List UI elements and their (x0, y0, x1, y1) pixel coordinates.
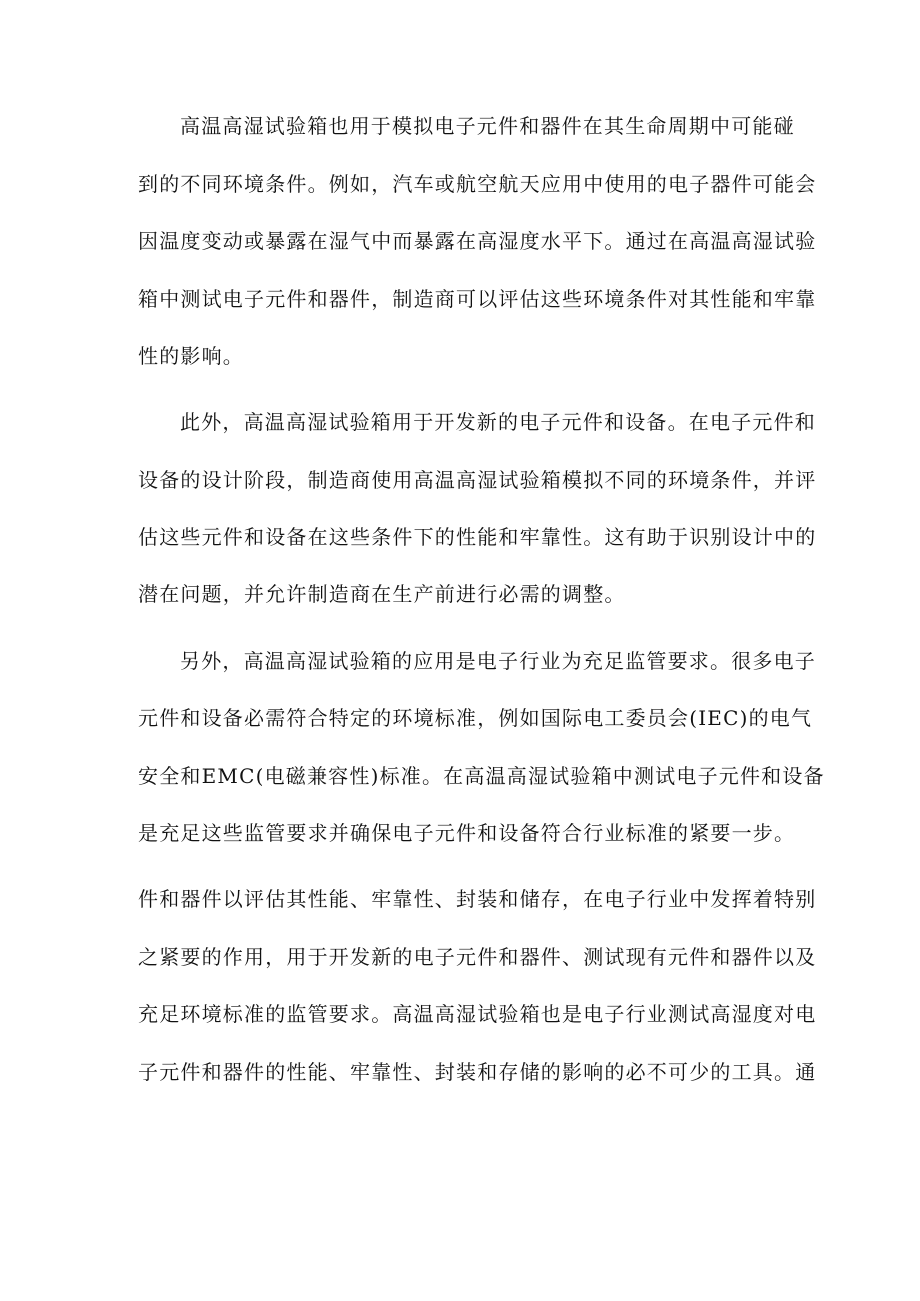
paragraph-3-line-4: 是充足这些监管要求并确保电子元件和设备符合行业标准的紧要一步。 (138, 821, 796, 845)
paragraph-4-line-1: 件和器件以评估其性能、牢靠性、封装和储存，在电子行业中发挥着特别 (138, 887, 817, 911)
paragraph-3-line-2: 元件和设备必需符合特定的环境标准，例如国际电工委员会(IEC)的电气 (138, 706, 813, 730)
paragraph-4-line-2: 之紧要的作用，用于开发新的电子元件和器件、测试现有元件和器件以及 (138, 945, 817, 969)
paragraph-3-line-1: 另外，高温高湿试验箱的应用是电子行业为充足监管要求。很多电子 (180, 649, 816, 673)
paragraph-2-line-4: 潜在问题，并允许制造商在生产前进行必需的调整。 (138, 582, 626, 606)
paragraph-1-line-3: 因温度变动或暴露在湿气中而暴露在高湿度水平下。通过在高温高湿试验 (138, 229, 817, 253)
paragraph-4-line-4: 子元件和器件的性能、牢靠性、封装和存储的影响的必不可少的工具。通 (138, 1060, 817, 1084)
paragraph-1-line-5: 性的影响。 (138, 344, 244, 368)
paragraph-2-line-1: 此外，高温高湿试验箱用于开发新的电子元件和设备。在电子元件和 (180, 410, 816, 434)
paragraph-1-line-4: 箱中测试电子元件和器件，制造商可以评估这些环境条件对其性能和牢靠 (138, 287, 817, 311)
paragraph-3-line-3: 安全和EMC(电磁兼容性)标准。在高温高湿试验箱中测试电子元件和设备 (138, 764, 825, 788)
paragraph-1-line-1: 高温高湿试验箱也用于模拟电子元件和器件在其生命周期中可能碰 (180, 114, 795, 138)
paragraph-1-line-2: 到的不同环境条件。例如，汽车或航空航天应用中使用的电子器件可能会 (138, 172, 817, 196)
paragraph-2-line-2: 设备的设计阶段，制造商使用高温高湿试验箱模拟不同的环境条件，并评 (138, 468, 817, 492)
paragraph-2-line-3: 估这些元件和设备在这些条件下的性能和牢靠性。这有助于识别设计中的 (138, 525, 817, 549)
paragraph-4-line-3: 充足环境标准的监管要求。高温高湿试验箱也是电子行业测试高湿度对电 (138, 1002, 817, 1026)
